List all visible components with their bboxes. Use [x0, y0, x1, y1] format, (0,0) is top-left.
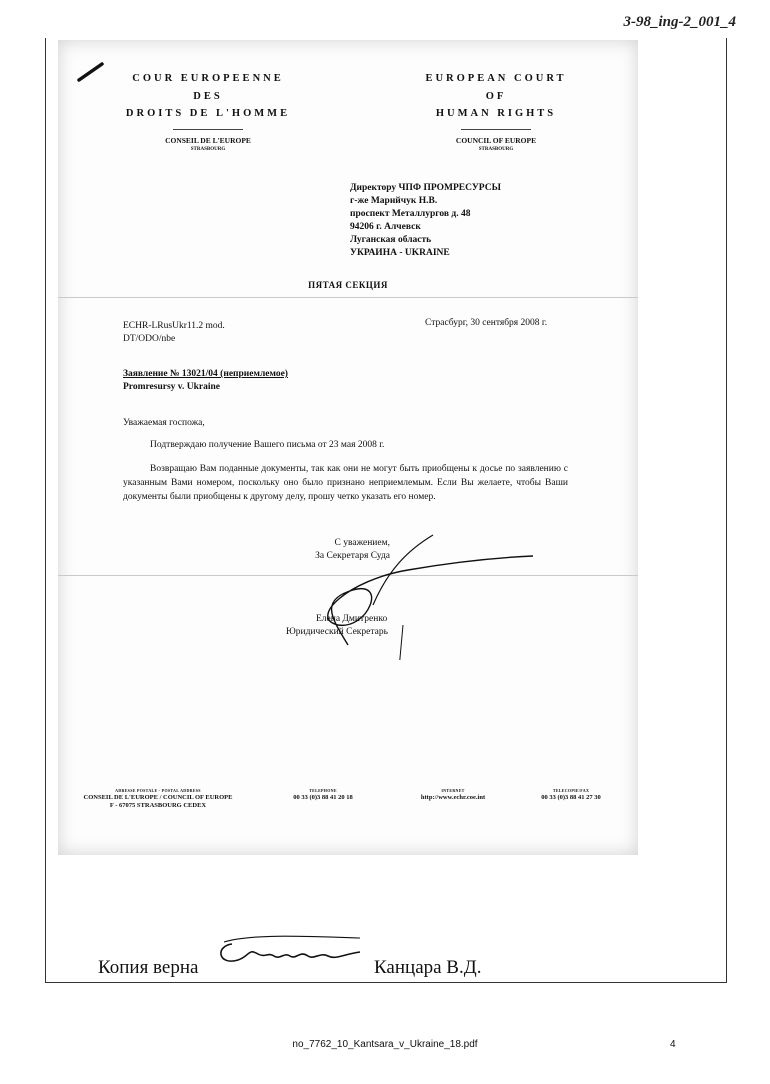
- certification-label: Копия верна: [98, 957, 199, 978]
- recipient-line: УКРАИНА - UKRAINE: [350, 248, 450, 258]
- signer-block: [286, 613, 388, 639]
- recipient-address: [350, 182, 501, 260]
- letterhead-left-org: CONSEIL DE L'EUROPE: [165, 135, 251, 145]
- signer-title: Юридический Секретарь: [286, 627, 388, 637]
- application-number: Заявление № 13021/04 (неприемлемое): [123, 369, 288, 379]
- recipient-line: проспект Металлургов д. 48: [350, 209, 471, 219]
- letterhead-left-line1: COUR EUROPEENNE: [132, 73, 284, 84]
- footer-internet-label: INTERNET: [441, 788, 465, 793]
- recipient-line: Директору ЧПФ ПРОМРЕСУРСЫ: [350, 183, 501, 193]
- letterhead-rule: [173, 129, 243, 130]
- recipient-line: г-же Марийчук Н.В.: [350, 196, 438, 206]
- footer-postal: [83, 788, 233, 810]
- signer-name: Елена Дмитренко: [316, 614, 388, 624]
- body-paragraph-1: Подтверждаю получение Вашего письма от 23 мая 2008 г.: [150, 440, 385, 450]
- case-name: Promresursy v. Ukraine: [123, 382, 221, 392]
- page-number: 4: [670, 1039, 676, 1050]
- closing-block: [312, 537, 390, 563]
- reference-line: ECHR-LRusUkr11.2 mod.: [123, 321, 225, 331]
- letterhead-right: [406, 70, 586, 154]
- scanned-letter: [58, 40, 638, 855]
- scan-fold-line: [58, 297, 638, 298]
- letterhead-left-line2: DES: [193, 90, 223, 102]
- recipient-line: Луганская область: [350, 235, 432, 245]
- footer-phone-value: 00 33 (0)3 88 41 20 18: [293, 794, 353, 801]
- letterhead-right-city: STRASBOURG: [478, 146, 514, 152]
- document-id: 3-98_ing-2_001_4: [623, 14, 736, 30]
- date-line: Страсбург, 30 сентября 2008 г.: [425, 318, 548, 328]
- footer-postal-line2: F - 67075 STRASBOURG CEDEX: [109, 802, 207, 809]
- footer-postal-label: ADRESSE POSTALE - POSTAL ADDRESS: [115, 788, 201, 793]
- recipient-line: 94206 г. Алчевск: [350, 222, 421, 232]
- footer-phone: [278, 788, 368, 802]
- letterhead-right-line3: HUMAN RIGHTS: [435, 108, 557, 119]
- closing-line: За Секретаря Суда: [315, 551, 390, 561]
- salutation: Уважаемая госпожа,: [123, 418, 205, 428]
- certifier-name: Канцара В.Д.: [374, 957, 482, 978]
- reference-block: [123, 320, 225, 346]
- subject-block: [123, 368, 288, 394]
- reference-line: DT/ODO/nbe: [123, 334, 176, 344]
- pen-mark: [76, 60, 106, 84]
- letterhead-rule: [461, 129, 531, 130]
- letterhead-left-city: STRASBOURG: [190, 146, 226, 152]
- footer-internet-value: http://www.echr.coe.int: [420, 794, 486, 801]
- letterhead-right-org: COUNCIL OF EUROPE: [455, 135, 537, 145]
- certification-signature: [210, 932, 370, 972]
- footer-fax-value: 00 33 (0)3 88 41 27 30: [541, 794, 601, 801]
- body-paragraph-2: Возвращаю Вам поданные документы, так как они не могут быть приобщены к досье по заявлению с указанным Вами номером, поскольку оно было признано неприемлемым. Если Вы желаете, чтобы Ваши документы были приобщены к другому делу, прошу четко указать его номер.: [123, 464, 568, 502]
- footer-postal-line1: CONSEIL DE L'EUROPE / COUNCIL OF EUROPE: [83, 794, 233, 801]
- footer-fax: [526, 788, 616, 802]
- closing-line: С уважением,: [334, 538, 390, 548]
- section-title: ПЯТАЯ СЕКЦИЯ: [308, 280, 388, 290]
- file-name: no_7762_10_Kantsara_v_Ukraine_18.pdf: [292, 1039, 478, 1050]
- footer-internet: [398, 788, 508, 802]
- letterhead-right-line2: OF: [485, 90, 507, 102]
- footer-phone-label: TELEPHONE: [309, 788, 337, 793]
- letterhead-right-line1: EUROPEAN COURT: [425, 73, 567, 84]
- footer-fax-label: TELECOPIE/FAX: [552, 788, 590, 793]
- letterhead-left-line3: DROITS DE L'HOMME: [125, 108, 291, 119]
- letterhead-left: [113, 70, 303, 154]
